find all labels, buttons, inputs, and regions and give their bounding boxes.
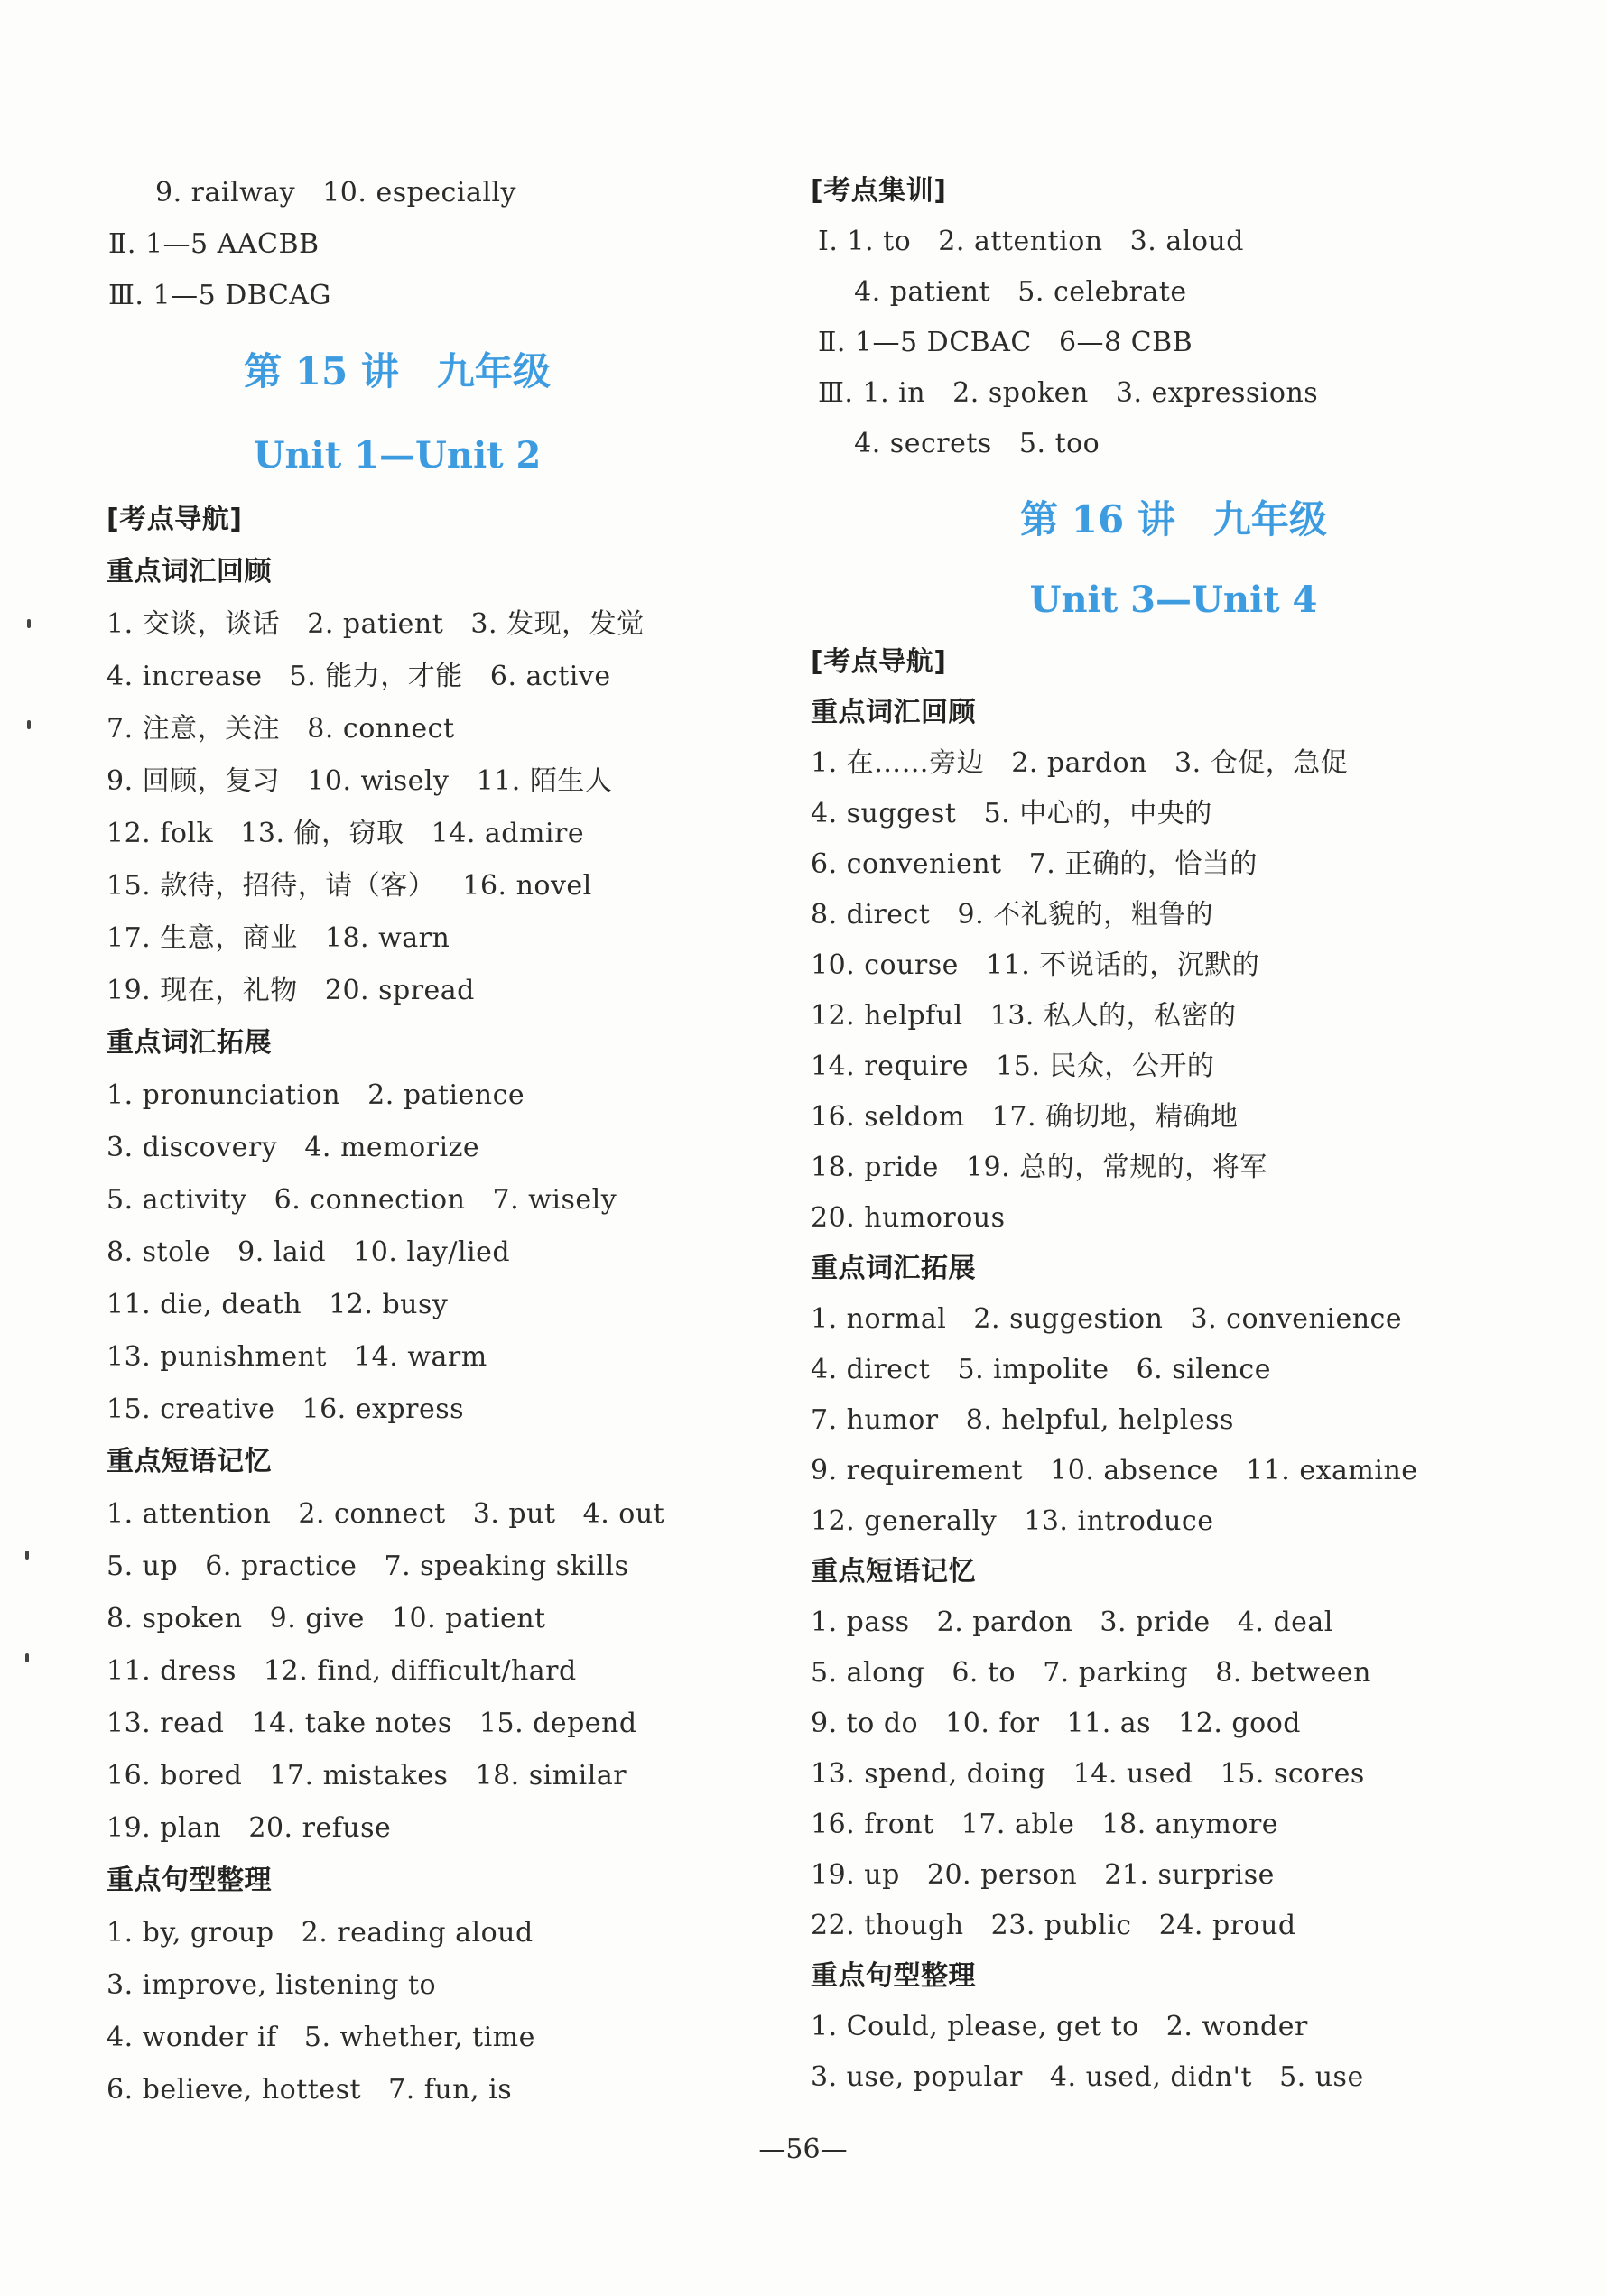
section-label: [考点导航] [811, 646, 947, 678]
answer-line: 15. 款待，招待，请（客） 16. novel [107, 870, 592, 902]
answer-line: 5. up 6. practice 7. speaking skills [107, 1551, 629, 1582]
answer-line: 12. helpful 13. 私人的，私密的 [811, 1000, 1237, 1032]
section-heading: 重点词汇回顾 [811, 697, 976, 728]
answer-line: 9. railway 10. especially [155, 177, 516, 208]
answer-line: 19. plan 20. refuse [107, 1812, 392, 1844]
margin-speck [27, 720, 31, 729]
answer-line: 5. along 6. to 7. parking 8. between [811, 1657, 1371, 1689]
answer-line: 14. require 15. 民众，公开的 [811, 1051, 1215, 1082]
answer-line: 19. 现在，礼物 20. spread [107, 975, 475, 1006]
answer-line: 5. activity 6. connection 7. wisely [107, 1184, 617, 1216]
answer-line: 8. stole 9. laid 10. lay/lied [107, 1236, 511, 1268]
margin-speck [25, 1653, 29, 1662]
section-label: [考点集训] [811, 175, 947, 207]
answer-line: 1. by, group 2. reading aloud [107, 1917, 534, 1949]
answer-line: Ⅱ. 1—5 DCBAC 6—8 CBB [818, 327, 1193, 358]
answer-line: 12. generally 13. introduce [811, 1505, 1214, 1537]
answer-line: 1. pass 2. pardon 3. pride 4. deal [811, 1606, 1333, 1638]
answer-line: 9. to do 10. for 11. as 12. good [811, 1708, 1301, 1739]
answer-line: Ⅰ. 1. to 2. attention 3. aloud [818, 226, 1244, 257]
answer-line: 9. 回顾，复习 10. wisely 11. 陌生人 [107, 765, 613, 797]
answer-line: 18. pride 19. 总的，常规的，将军 [811, 1152, 1267, 1183]
answer-line: 1. pronunciation 2. patience [107, 1079, 525, 1111]
answer-line: 11. dress 12. find, difficult/hard [107, 1655, 577, 1687]
unit-title: Unit 3—Unit 4 [1029, 579, 1318, 621]
answer-line: 4. patient 5. celebrate [818, 276, 1187, 308]
answer-line: 4. direct 5. impolite 6. silence [811, 1354, 1271, 1385]
answer-line: 3. improve, listening to [107, 1969, 437, 2001]
answer-line: 20. humorous [811, 1202, 1006, 1234]
lecture-title: 第 16 讲 九年级 [1020, 497, 1327, 542]
answer-line: 8. spoken 9. give 10. patient [107, 1603, 546, 1634]
answer-line: 6. convenient 7. 正确的，恰当的 [811, 848, 1258, 880]
answer-line: 1. attention 2. connect 3. put 4. out [107, 1498, 665, 1530]
answer-line: 7. 注意，关注 8. connect [107, 713, 455, 745]
answer-line: 1. 交谈，谈话 2. patient 3. 发现，发觉 [107, 608, 645, 640]
answer-line: 9. requirement 10. absence 11. examine [811, 1455, 1418, 1486]
answer-line: 4. suggest 5. 中心的，中央的 [811, 798, 1212, 829]
answer-line: 16. bored 17. mistakes 18. similar [107, 1760, 627, 1791]
answer-line: Ⅲ. 1—5 DBCAG [108, 280, 331, 311]
section-heading: 重点词汇回顾 [107, 556, 272, 588]
answer-line: 13. read 14. take notes 15. depend [107, 1708, 637, 1739]
margin-speck [25, 1551, 29, 1560]
answer-line: 10. course 11. 不说话的，沉默的 [811, 949, 1260, 981]
answer-line: 16. seldom 17. 确切地，精确地 [811, 1101, 1239, 1133]
answer-line: 4. increase 5. 能力，才能 6. active [107, 661, 611, 692]
answer-line: 12. folk 13. 偷，窃取 14. admire [107, 818, 585, 849]
section-heading: 重点词汇拓展 [811, 1253, 976, 1284]
answer-line: 1. Could, please, get to 2. wonder [811, 2011, 1308, 2042]
section-heading: 重点词汇拓展 [107, 1027, 272, 1059]
page-number: —56— [758, 2134, 848, 2165]
unit-title: Unit 1—Unit 2 [253, 434, 542, 477]
answer-line: 13. spend, doing 14. used 15. scores [811, 1758, 1365, 1790]
answer-line: 3. use, popular 4. used, didn't 5. use [811, 2061, 1364, 2093]
section-heading: 重点句型整理 [107, 1865, 272, 1896]
answer-line: 7. humor 8. helpful, helpless [811, 1404, 1234, 1436]
answer-line: 1. normal 2. suggestion 3. convenience [811, 1303, 1403, 1335]
margin-speck [27, 619, 31, 628]
answer-line: 8. direct 9. 不礼貌的，粗鲁的 [811, 899, 1214, 930]
answer-line: 4. secrets 5. too [818, 428, 1100, 459]
answer-line: 16. front 17. able 18. anymore [811, 1809, 1279, 1840]
answer-line: 17. 生意，商业 18. warn [107, 922, 450, 954]
answer-line: Ⅱ. 1—5 AACBB [108, 228, 320, 260]
section-heading: 重点短语记忆 [107, 1446, 272, 1477]
answer-line: 15. creative 16. express [107, 1393, 464, 1425]
section-label: [考点导航] [107, 504, 243, 535]
answer-line: 19. up 20. person 21. surprise [811, 1859, 1275, 1891]
lecture-title: 第 15 讲 九年级 [244, 349, 551, 393]
answer-line: 11. die, death 12. busy [107, 1289, 449, 1320]
section-heading: 重点句型整理 [811, 1960, 976, 1992]
answer-line: Ⅲ. 1. in 2. spoken 3. expressions [818, 377, 1319, 409]
answer-line: 13. punishment 14. warm [107, 1341, 487, 1373]
answer-line: 4. wonder if 5. whether, time [107, 2022, 535, 2053]
answer-line: 3. discovery 4. memorize [107, 1132, 480, 1163]
answer-line: 22. though 23. public 24. proud [811, 1910, 1296, 1941]
answer-line: 6. believe, hottest 7. fun, is [107, 2074, 513, 2106]
answer-line: 1. 在……旁边 2. pardon 3. 仓促，急促 [811, 747, 1349, 779]
section-heading: 重点短语记忆 [811, 1556, 976, 1588]
